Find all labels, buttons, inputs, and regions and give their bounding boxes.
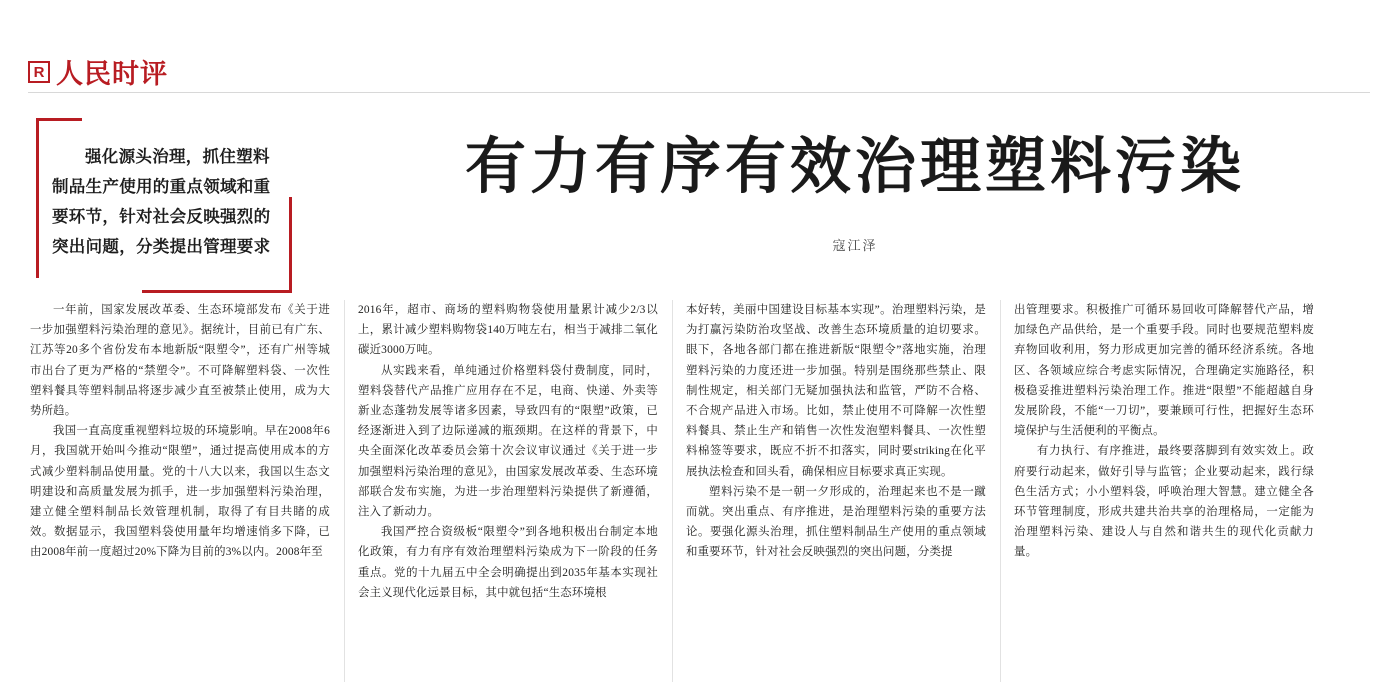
paragraph: 本好转，美丽中国建设目标基本实现”。治理塑料污染，是为打赢污染防治攻坚战、改善生态环境质量的迫切要求。眼下，各地各部门都在推进新版“限塑令”落地实施，治理塑料污染的力度还进一步加强。特别是围绕那些禁止、限制性规定，相关部门无疑加强执法和监管，严防不合格、不合规产品进入市场。比如，禁止使用不可降解一次性塑料餐具、禁止生产和销售一次性发泡塑料餐具、一次性塑料棉签等要求，既应不折不扣落实，同时要striking在化平展执法检查和回头看，确保相应目标要求真正实现。: [686, 304, 986, 478]
article-column-3: [686, 300, 986, 690]
article-column-2: [358, 300, 658, 690]
page-title: 有力有序有效治理塑料污染: [464, 132, 1245, 200]
paragraph: 我国严控合资级板“限塑令”到各地积极出台制定本地化政策，有力有序有效治理塑料污染成为下一阶段的任务重点。党的十九届五中全会明确提出到2035年基本实现社会主义现代化远景目标，其中就包括“生态环境根: [358, 526, 658, 599]
article-column-4: [1014, 300, 1314, 690]
quote-corner-bottom-decoration: [142, 290, 292, 293]
standfirst-text: 强化源头治理，抓住塑料制品生产使用的重点领域和重要环节，针对社会反映强烈的突出问题，分类提出管理要求: [52, 148, 271, 256]
masthead-divider: [28, 92, 1370, 93]
people-daily-logo-icon: R: [28, 61, 50, 83]
paragraph: 从实践来看，单纯通过价格塑料袋付费制度，同时，塑料袋替代产品推广应用存在不足，电商、快递、外卖等新业态蓬勃发展等诸多因素，导致四有的“限塑”政策，已经逐渐进入到了边际递减的瓶颈期。在这样的背景下，中央全面深化改革委员会第十次会议审议通过《关于进一步加强塑料污染治理的意见》，由国家发展改革委、生态环境部联合发布实施，为进一步治理塑料污染提供了新遵循，注入了新动力。: [358, 364, 658, 519]
article-column-1: [30, 300, 330, 690]
quote-corner-top-decoration: [36, 118, 82, 121]
byline: 寇江泽: [832, 238, 878, 253]
quote-corner-right-decoration: [289, 197, 292, 293]
paragraph: 出管理要求。积极推广可循环易回收可降解替代产品，增加绿色产品供给，是一个重要手段。同时也要规范塑料废弃物回收利用，努力形成更加完善的循环经济系统。各地区、各领域应综合考虑实际情况，合理确定实施路径，积极稳妥推进塑料污染治理工作。推进“限塑”不能超越自身发展阶段，不能“一刀切”，要兼顾可行性，把握好生态环境保护与生活便利的平衡点。: [1014, 304, 1314, 438]
paragraph: 塑料污染不是一朝一夕形成的，治理起来也不是一蹴而就。突出重点、有序推进，是治理塑料污染的重要方法论。要强化源头治理，抓住塑料制品生产使用的重点领域和重要环节，针对社会反映强烈的突出问题，分类提: [686, 485, 986, 559]
paragraph: 有力执行、有序推进，最终要落脚到有效实效上。政府要行动起来，做好引导与监管；企业要动起来，践行绿色生活方式；小小塑料袋，呼唤治理大智慧。建立健全各环节管理制度，形成共建共治共享的治理格局，一定能为治理塑料污染、建设人与自然和谐共生的现代化贡献力量。: [1014, 445, 1314, 559]
standfirst-block: [30, 118, 292, 293]
paragraph: 2016年，超市、商场的塑料购物袋使用量累计减少2/3以上，累计减少塑料购物袋140万吨左右，相当于减排二氧化碳近3000万吨。: [358, 304, 658, 357]
masthead-title: 人民时评: [56, 59, 168, 89]
paragraph: 我国一直高度重视塑料垃圾的环境影响。早在2008年6月，我国就开始叫今推动“限塑”，通过提高使用成本的方式减少塑料制品使用量。党的十八大以来，我国以生态文明建设和高质量发展为抓手，进一步加强塑料污染治理，建立健全塑料制品长效管理机制，取得了有目共睹的成效。数据显示，我国塑料袋使用量年均增速悄多下降，已由2008年前一度超过20%下降为目前的3%以内。2008年至: [30, 425, 330, 559]
article-body: [30, 300, 1370, 690]
masthead: [28, 52, 168, 91]
headline-block: [380, 118, 1330, 254]
paragraph: 一年前，国家发展改革委、生态环境部发布《关于进一步加强塑料污染治理的意见》。据统计，目前已有广东、江苏等20多个省份发布本地新版“限塑令”，还有广州等城市出台了更为严格的“禁塑令”。不可降解塑料袋、一次性塑料餐具等塑料制品将逐步减少直至被禁止使用，成为大势所趋。: [30, 304, 330, 418]
quote-corner-left-decoration: [36, 118, 39, 278]
